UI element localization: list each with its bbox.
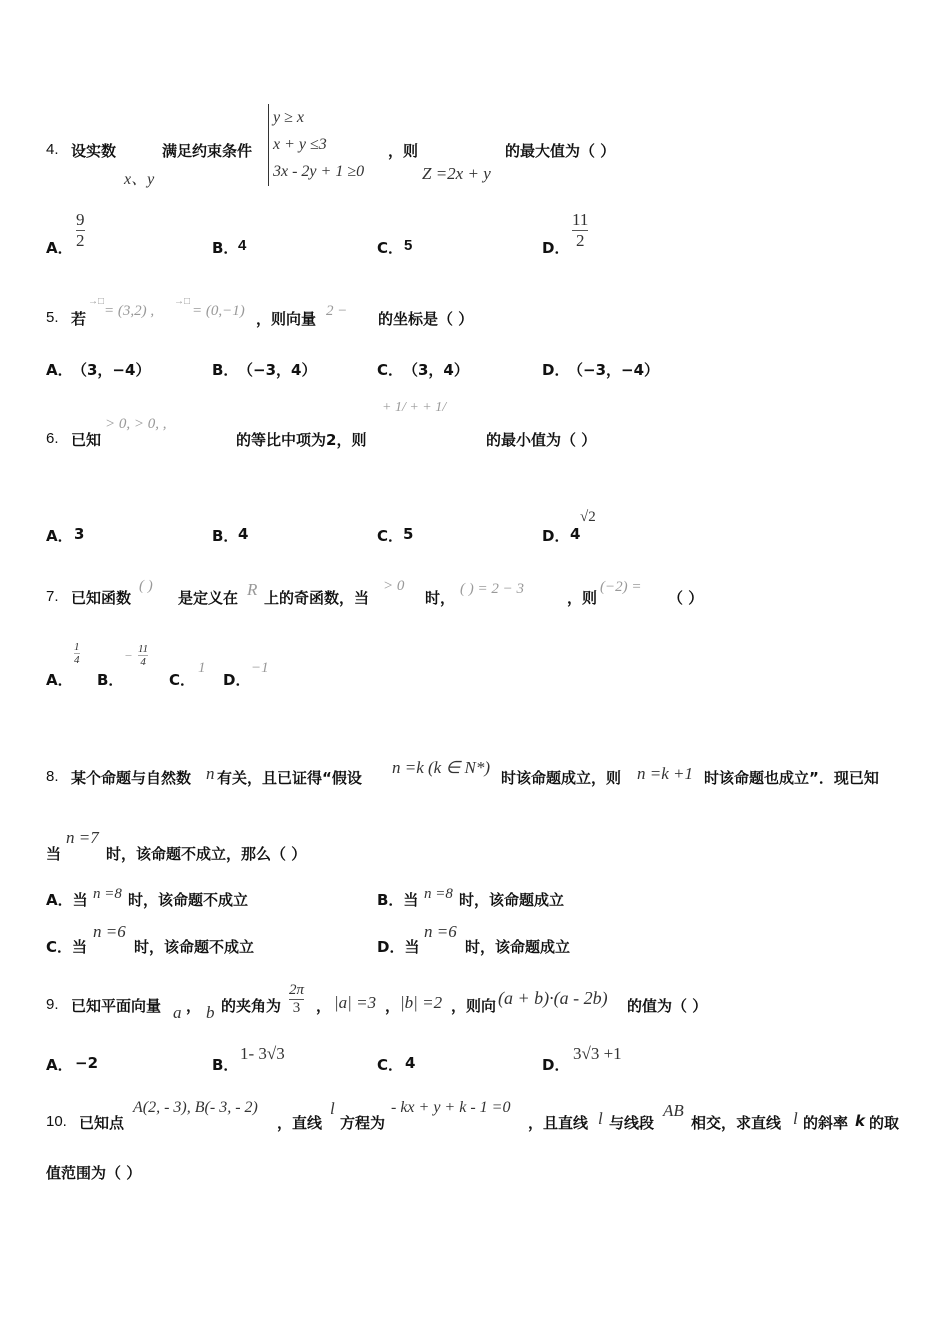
slope-k: k — [855, 1112, 865, 1130]
option-b-math: 1- 3√3 — [240, 1044, 285, 1063]
question-text: 设实数 — [71, 142, 117, 160]
option-c-value: 5 — [403, 525, 414, 543]
magnitude-b: |b| =2 — [400, 993, 443, 1012]
line-l: l — [330, 1099, 335, 1118]
line-l: l — [598, 1109, 603, 1128]
option-d-math: 3√3 +1 — [573, 1044, 622, 1063]
constraint-2: x + y ≤3 — [273, 136, 327, 153]
constraint-system — [268, 104, 364, 186]
vector-b-value: = (0,−1) — [192, 303, 245, 319]
option-b-label: B．当 — [377, 891, 419, 909]
question-text: （ ） — [668, 589, 704, 607]
option-d-value: −1 — [251, 660, 269, 676]
option-b-label: B． — [212, 527, 239, 545]
option-c-label: C． — [377, 527, 404, 545]
option-c-value: 4 — [405, 1054, 416, 1072]
option-a-label: A．当 — [46, 891, 88, 909]
option-d-value: 4 — [570, 525, 581, 543]
function-query: (−2) = — [600, 579, 642, 595]
option-b-value: 4 — [238, 525, 249, 543]
question-text: ，则 — [567, 589, 598, 607]
question-number: 8. — [46, 768, 59, 785]
option-d-label: D． — [223, 671, 251, 689]
question-text: 时， — [425, 589, 456, 607]
option-b-fraction: 11 4 — [138, 643, 149, 668]
option-c-label: C．当 — [46, 938, 88, 956]
question-text: 是定义在 — [178, 589, 239, 607]
question-text: 与线段 — [609, 1114, 655, 1132]
line-l: l — [793, 1109, 798, 1128]
option-c-value: （3，4） — [403, 361, 469, 379]
given-expr: n =7 — [66, 828, 99, 847]
option-b-value: （−3，4） — [238, 361, 317, 379]
question-text: 的坐标是（ ） — [378, 310, 474, 328]
option-d-label: D．当 — [377, 938, 420, 956]
objective-expr: Z =2x + y — [422, 164, 491, 183]
question-text: 已知函数 — [71, 589, 132, 607]
question-text: ，且直线 — [528, 1114, 589, 1132]
vector-a: a — [173, 1003, 182, 1022]
function-definition: ( ) = 2 − 3 — [460, 581, 524, 597]
points-expr: A(2, - 3), B(- 3, - 2) — [133, 1099, 258, 1116]
question-number: 7. — [46, 588, 59, 605]
function-symbol: ( ) — [139, 578, 153, 594]
vector-arrow-icon: →□ — [88, 296, 105, 307]
magnitude-a: |a| =3 — [334, 993, 377, 1012]
option-b-label: B． — [212, 1056, 239, 1074]
dot-product-expr: (a + b)·(a - 2b) — [498, 988, 608, 1008]
option-a-value: −2 — [75, 1054, 99, 1072]
question-text: 的斜率 — [803, 1114, 849, 1132]
constraint-1: y ≥ x — [273, 109, 304, 126]
condition-expr: > 0 — [383, 578, 405, 594]
option-a-fraction: 1 4 — [74, 641, 80, 666]
angle-fraction: 2π 3 — [289, 982, 305, 1016]
question-text: 的值为（ ） — [627, 997, 708, 1015]
question-number: 9. — [46, 996, 59, 1013]
option-d-label: D． — [542, 361, 570, 379]
line-equation: - kx + y + k - 1 =0 — [391, 1099, 511, 1116]
vector-b: b — [206, 1003, 215, 1022]
question-text: 上的奇函数，当 — [264, 589, 370, 607]
question-text: 已知 — [71, 431, 102, 449]
option-d-label: D． — [542, 239, 570, 257]
option-a-text: 时，该命题不成立 — [128, 891, 249, 909]
condition-expr: > 0, > 0, , — [105, 416, 167, 432]
question-text: 值范围为（ ） — [46, 1164, 142, 1182]
option-c-value: 1 — [198, 660, 206, 676]
question-text: ， — [385, 997, 401, 1015]
question-text: 的最小值为（ ） — [486, 431, 597, 449]
question-text: 已知点 — [79, 1114, 125, 1132]
option-a-label: A． — [46, 527, 73, 545]
option-b-label: B． — [212, 239, 239, 257]
question-text: 方程为 — [340, 1114, 386, 1132]
real-set-symbol: R — [247, 580, 258, 599]
option-b-label: B． — [97, 671, 124, 689]
question-text: ， — [316, 997, 332, 1015]
vector-arrow-icon: →□ — [174, 296, 191, 307]
option-c-label: C． — [377, 1056, 404, 1074]
option-a-fraction: 9 2 — [76, 210, 85, 250]
question-text: ，则 — [388, 142, 419, 160]
segment-ab: AB — [663, 1101, 684, 1120]
question-number: 5. — [46, 309, 59, 326]
question-text: ， — [186, 997, 202, 1015]
option-c-label: C． — [377, 361, 404, 379]
option-a-math: n =8 — [93, 886, 122, 902]
option-d-text: 时，该命题成立 — [465, 938, 571, 956]
question-text: 的取 — [869, 1114, 900, 1132]
sqrt-superscript: √2 — [580, 509, 596, 525]
option-d-label: D． — [542, 1056, 570, 1074]
option-a-label: A． — [46, 361, 73, 379]
option-d-label: D． — [542, 527, 570, 545]
question-text: 时，该命题不成立，那么（ ） — [106, 845, 307, 863]
option-a-label: A． — [46, 1056, 73, 1074]
target-expr: + 1/ + + 1/ — [382, 400, 447, 415]
question-number: 6. — [46, 430, 59, 447]
question-text: 的最大值为（ ） — [505, 142, 616, 160]
conclusion-expr: n =k +1 — [637, 764, 693, 783]
constraint-3: 3x - 2y + 1 ≥0 — [273, 163, 365, 180]
question-text: 满足约束条件 — [162, 142, 253, 160]
question-text: 当 — [46, 845, 62, 863]
question-text: 时该命题也成立”．现已知 — [704, 769, 879, 787]
option-b-value: 4 — [238, 237, 247, 254]
question-text: ，则向量 — [256, 310, 317, 328]
option-b-math: n =8 — [424, 886, 453, 902]
option-c-math: n =6 — [93, 922, 126, 941]
option-b-label: B． — [212, 361, 239, 379]
hypothesis-expr: n =k (k ∈ N*) — [392, 758, 491, 777]
variable-n: n — [206, 764, 215, 783]
option-a-label: A． — [46, 671, 73, 689]
option-a-value: 3 — [74, 525, 85, 543]
question-text: ，直线 — [277, 1114, 323, 1132]
option-c-value: 5 — [404, 237, 413, 254]
question-text: 的等比中项为2，则 — [236, 431, 367, 449]
question-text: 的夹角为 — [221, 997, 282, 1015]
option-a-label: A． — [46, 239, 73, 257]
option-c-text: 时，该命题不成立 — [134, 938, 255, 956]
option-d-value: （−3，−4） — [568, 361, 660, 379]
vector-expr: 2 − — [326, 303, 348, 319]
vector-a-value: = (3,2) , — [104, 303, 155, 319]
option-a-value: （3，−4） — [72, 361, 151, 379]
option-d-fraction: 11 2 — [572, 210, 589, 250]
question-text: 有关，且已证得“假设 — [217, 769, 362, 787]
option-b-text: 时，该命题成立 — [459, 891, 565, 909]
question-number: 4. — [46, 141, 59, 158]
question-text: 某个命题与自然数 — [71, 769, 192, 787]
question-text: 已知平面向量 — [71, 997, 162, 1015]
option-d-math: n =6 — [424, 922, 457, 941]
question-text: 相交，求直线 — [691, 1114, 782, 1132]
math-vars: x、y — [124, 171, 155, 188]
question-text: 时该命题成立，则 — [501, 769, 622, 787]
question-text: ，则向 — [451, 997, 497, 1015]
option-c-label: C． — [169, 671, 196, 689]
question-text: 若 — [71, 310, 87, 328]
option-c-label: C． — [377, 239, 404, 257]
option-b-sign: − — [124, 648, 133, 663]
question-number: 10. — [46, 1113, 67, 1130]
